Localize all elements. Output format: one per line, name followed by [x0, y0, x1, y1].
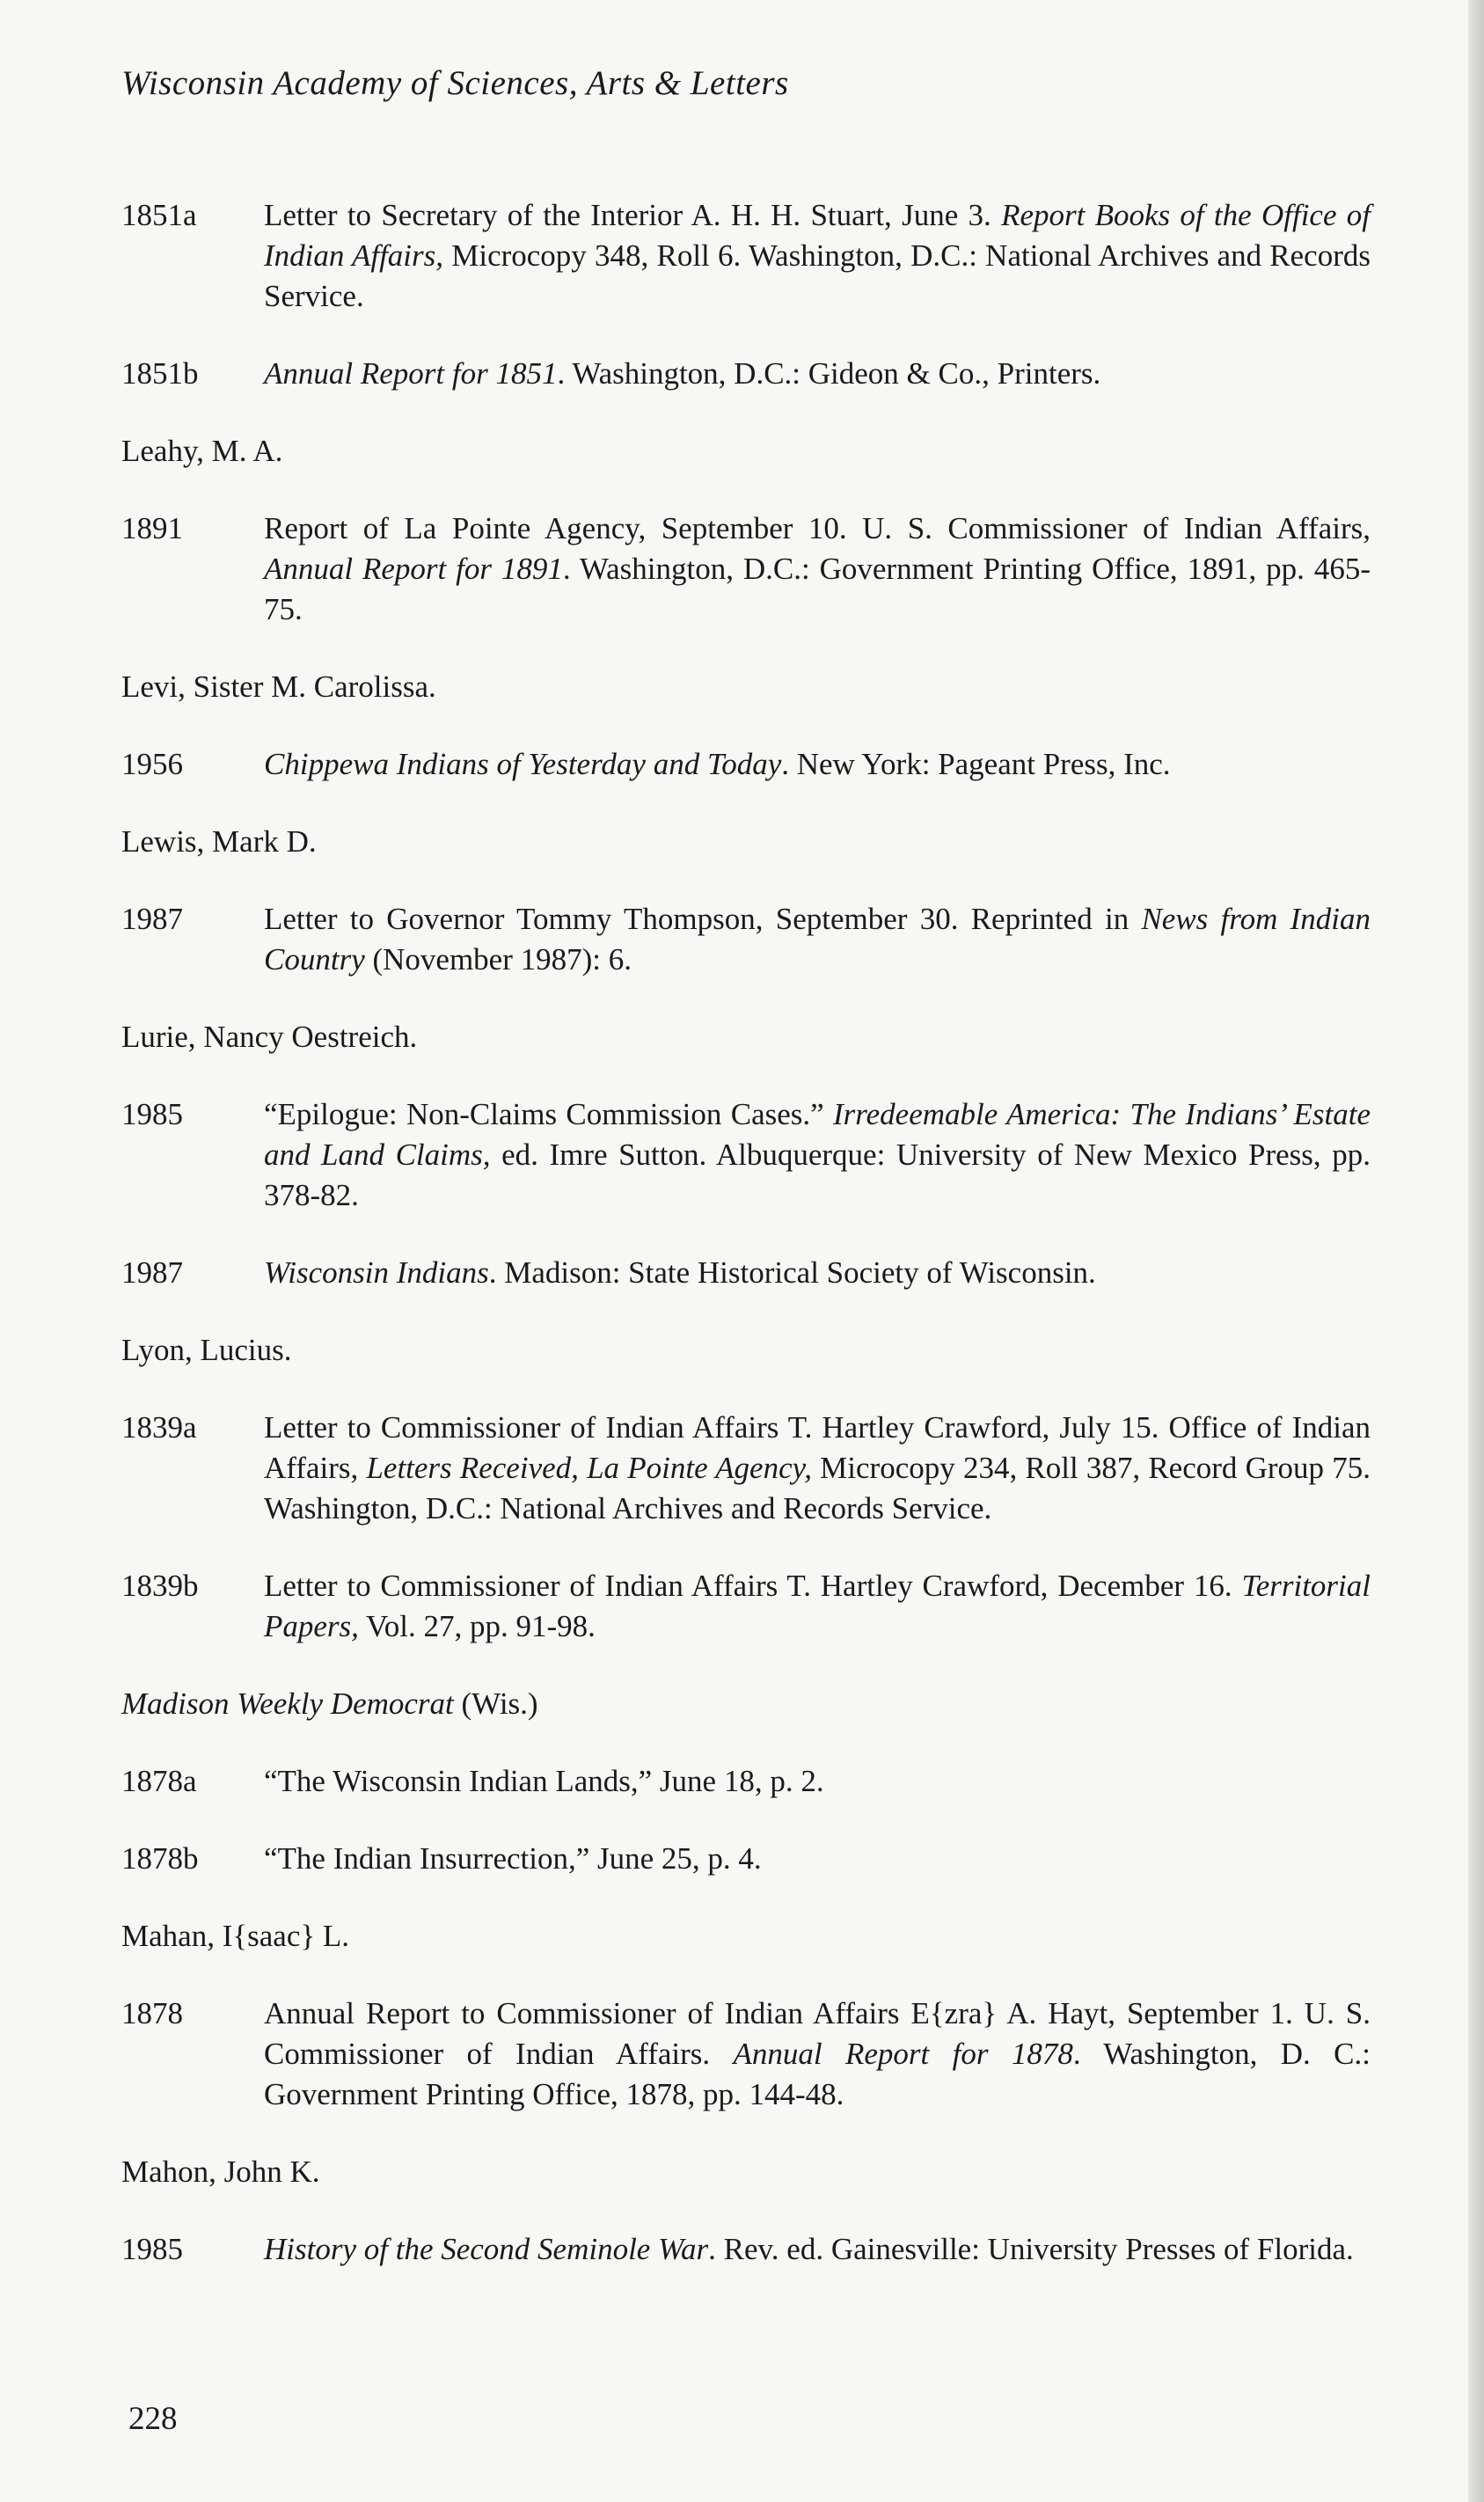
author-text: Mahan, I{saac} L. [121, 1919, 350, 1953]
bib-entry [121, 1408, 1371, 1529]
author-text: (Wis.) [453, 1686, 538, 1721]
citation-text: . Rev. ed. Gainesville: University Presses of Florida. [708, 2232, 1354, 2266]
bib-entry [121, 1761, 1371, 1802]
entry-citation [264, 899, 1371, 980]
entry-citation [264, 744, 1371, 785]
author-heading [121, 2152, 1371, 2192]
entry-citation [264, 1994, 1371, 2115]
entry-year: 1987 [121, 1255, 183, 1290]
bib-entry [121, 354, 1371, 394]
citation-title: Wisconsin Indians [264, 1255, 489, 1290]
entry-citation [264, 1839, 1371, 1879]
citation-text: . New York: Pageant Press, Inc. [781, 747, 1171, 781]
citation-text: Report of La Pointe Agency, September 10. U. S. Commissioner of Indian Affairs, [264, 511, 1371, 545]
citation-title: News from Indian Country [264, 902, 1371, 977]
page-number: 228 [128, 2401, 178, 2437]
entry-year: 1878a [121, 1764, 197, 1798]
entry-year: 1878b [121, 1841, 199, 1876]
entry-year: 1878 [121, 1996, 183, 2030]
entry-citation [264, 508, 1371, 630]
bib-entry [121, 1566, 1371, 1647]
author-heading [121, 1330, 1371, 1371]
entry-year: 1985 [121, 2232, 183, 2266]
citation-text: ed. Imre Sutton. Albuquerque: University of New Mexico Press, pp. 378-82. [264, 1138, 1371, 1212]
running-head: Wisconsin Academy of Sciences, Arts & Letters [121, 64, 789, 102]
entry-citation [264, 1408, 1371, 1529]
entry-year: 1891 [121, 511, 183, 545]
author-text: Levi, Sister M. Carolissa. [121, 669, 436, 704]
entry-citation [264, 1566, 1371, 1647]
citation-title: Annual Report for 1891 [264, 552, 563, 586]
author-heading [121, 1017, 1371, 1057]
entry-year: 1839b [121, 1569, 199, 1603]
citation-text: Annual Report to Commissioner of Indian Affairs E{zra} A. Hayt, September 1. U. S. Commissioner of Indian Affairs. [264, 1996, 1371, 2071]
citation-text: . Washington, D.C.: Gideon & Co., Printers. [557, 356, 1101, 391]
author-heading [121, 822, 1371, 862]
entry-citation [264, 1253, 1371, 1293]
author-text: Leahy, M. A. [121, 434, 283, 468]
bib-entry [121, 744, 1371, 785]
entry-year: 1839a [121, 1410, 197, 1445]
citation-text: . Washington, D. C.: Government Printing Office, 1878, pp. 144-48. [264, 2037, 1371, 2111]
entry-citation [264, 1094, 1371, 1216]
citation-text: Letter to Secretary of the Interior A. H. H. Stuart, June 3. [264, 198, 1002, 232]
citation-text: Letter to Commissioner of Indian Affairs T. Hartley Crawford, July 15. Office of Indian Affairs, [264, 1410, 1371, 1485]
entry-citation [264, 1761, 1371, 1802]
bib-entry [121, 1839, 1371, 1879]
citation-text: (November 1987): 6. [364, 942, 632, 977]
bib-entry [121, 1253, 1371, 1293]
author-text: Madison Weekly Democrat [121, 1686, 454, 1721]
page-edge-shadow [1468, 0, 1484, 2502]
citation-title: Annual Report for 1851 [264, 356, 558, 391]
author-heading [121, 431, 1371, 472]
entry-citation [264, 195, 1371, 317]
citation-title: Territorial Papers, [264, 1569, 1371, 1643]
bib-entry [121, 1994, 1371, 2115]
citation-text: Microcopy 348, Roll 6. Washington, D.C.: National Archives and Records Service. [264, 238, 1371, 313]
author-heading [121, 1916, 1371, 1957]
citation-text: “Epilogue: Non-Claims Commission Cases.” [264, 1097, 834, 1131]
bib-entry [121, 1094, 1371, 1216]
citation-text: Vol. 27, pp. 91-98. [358, 1609, 596, 1643]
bib-entry [121, 508, 1371, 630]
entry-year: 1987 [121, 902, 183, 936]
citation-text: “The Wisconsin Indian Lands,” June 18, p. 2. [264, 1764, 824, 1798]
author-text: Lewis, Mark D. [121, 824, 317, 859]
bib-entry [121, 899, 1371, 980]
author-heading [121, 667, 1371, 707]
entry-year: 1851a [121, 198, 197, 232]
entry-year: 1956 [121, 747, 183, 781]
citation-text: Microcopy 234, Roll 387, Record Group 75. Washington, D.C.: National Archives and Records Service. [264, 1451, 1371, 1525]
citation-text: . Washington, D.C.: Government Printing Office, 1891, pp. 465-75. [264, 552, 1371, 626]
author-text: Lyon, Lucius. [121, 1333, 292, 1367]
bib-entry [121, 2229, 1371, 2270]
citation-text: “The Indian Insurrection,” June 25, p. 4. [264, 1841, 762, 1876]
citation-title: History of the Second Seminole War [264, 2232, 709, 2266]
entry-citation [264, 354, 1371, 394]
citation-text: Letter to Governor Tommy Thompson, September 30. Reprinted in [264, 902, 1142, 936]
author-heading [121, 1684, 1371, 1724]
bib-entry [121, 195, 1371, 317]
citation-title: Irredeemable America: The Indians’ Estate and Land Claims, [264, 1097, 1371, 1172]
citation-title: Letters Received, La Pointe Agency, [366, 1451, 812, 1485]
entry-citation [264, 2229, 1371, 2270]
author-text: Lurie, Nancy Oestreich. [121, 1020, 418, 1054]
author-text: Mahon, John K. [121, 2154, 320, 2189]
entry-year: 1985 [121, 1097, 183, 1131]
entry-year: 1851b [121, 356, 199, 391]
citation-text: Letter to Commissioner of Indian Affairs T. Hartley Crawford, December 16. [264, 1569, 1242, 1603]
citation-text: . Madison: State Historical Society of Wisconsin. [488, 1255, 1096, 1290]
citation-title: Annual Report for 1878 [733, 2037, 1073, 2071]
citation-title: Chippewa Indians of Yesterday and Today [264, 747, 782, 781]
citation-title: Report Books of the Office of Indian Affairs, [264, 198, 1371, 273]
bibliography-list [121, 195, 1371, 2307]
